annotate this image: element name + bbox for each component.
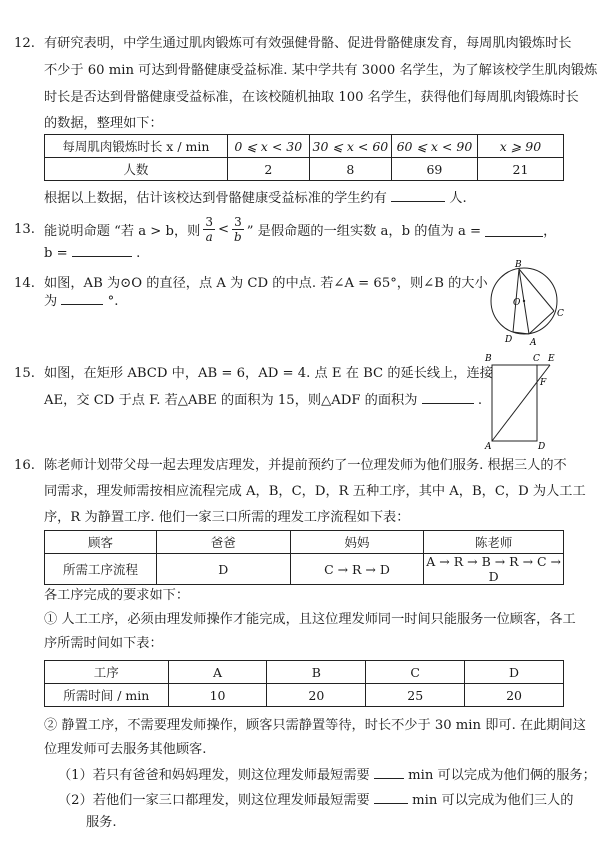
q16-sub1-answer-blank[interactable]: [374, 764, 404, 779]
q16-line-2: 同需求，理发师需按相应流程完成 A，B，C，D，R 五种工序，其中 A，B，C，D 为人工工: [44, 484, 586, 499]
q16-sub2-line-2: 服务.: [86, 815, 117, 830]
q12-conclusion-end: 人.: [449, 191, 467, 206]
q16-line-3: 序，R 为静置工序. 他们一家三口所需的理发工序流程如下表：: [44, 510, 410, 525]
q16-t2-value-3: 20: [465, 684, 564, 707]
q16-number: 16.: [14, 458, 35, 473]
q12-answer-blank[interactable]: [391, 187, 445, 202]
q12-header-3: 60 ⩽ x < 90: [391, 135, 477, 158]
q14-text-post: °.: [107, 294, 119, 309]
q13-fraction-2: [232, 215, 244, 244]
q16-t1-header-1: 爸爸: [156, 531, 290, 554]
q16-process-table: [44, 530, 564, 585]
q15-label-f: F: [540, 378, 547, 388]
q12-header-2: 30 ⩽ x < 60: [309, 135, 391, 158]
q12-row-label: 人数: [45, 158, 228, 181]
q16-t1-value-1: C → R → D: [290, 554, 424, 585]
q14-chord-ac: [529, 311, 554, 334]
q15-rectangle-figure: [482, 352, 562, 452]
q14-label-a: A: [530, 338, 537, 348]
q12-header-4: x ⩾ 90: [477, 135, 563, 158]
q12-value-2: 69: [391, 158, 477, 181]
q12-line-2: 不少于 60 min 可达到骨骼健康受益标准. 某中学共有 3000 名学生，为了解该校学生肌肉锻炼: [44, 63, 598, 78]
q14-number: 14.: [14, 276, 35, 291]
q15-answer-blank[interactable]: [422, 389, 474, 404]
q14-center-dot: [523, 300, 525, 302]
q16-t1-row-label: 所需工序流程: [45, 554, 157, 585]
q14-answer-blank[interactable]: [61, 290, 103, 305]
q15-line-2: [44, 389, 482, 411]
q16-t2-row-label: 所需时间 / min: [45, 684, 169, 707]
q12-value-0: 2: [227, 158, 309, 181]
q15-label-b: B: [485, 354, 492, 364]
q12-table: [44, 134, 564, 181]
q14-line-1: 如图，AB 为⊙O 的直径，点 A 为 CD 的中点. 若∠A = 65°，则∠B 的大小: [44, 276, 488, 291]
q16-t2-header-1: A: [168, 661, 267, 684]
q13-frac2-den: b: [234, 229, 242, 244]
q12-conclusion-text: 根据以上数据，估计该校达到骨骼健康受益标准的学生约有: [44, 191, 387, 206]
q16-sub1-end: min 可以完成为他们俩的服务；: [408, 768, 596, 783]
q14-text-pre: 为: [44, 294, 58, 309]
q13-frac1-den: a: [205, 229, 213, 244]
q16-t1-value-0: D: [156, 554, 290, 585]
q13-fraction-1: [203, 215, 215, 244]
q12-line-3: 时长是否达到骨骼健康受益标准，在该校随机抽取 100 名学生，获得他们每周肌肉锻炼时长: [44, 90, 579, 105]
q16-t2-value-0: 10: [168, 684, 267, 707]
q12-value-3: 21: [477, 158, 563, 181]
q16-requirements-title: 各工序完成的要求如下：: [44, 588, 190, 603]
q13-lt: <: [218, 221, 230, 237]
q12-line-1: 有研究表明，中学生通过肌肉锻炼可有效强健骨骼、促进骨骼健康发育，每周肌肉锻炼时长: [44, 36, 572, 51]
q16-sub2: [58, 789, 573, 811]
q12-header-1: 0 ⩽ x < 30: [227, 135, 309, 158]
q14-label-o: O: [513, 298, 521, 308]
q16-req1-line-1: ① 人工工序，必须由理发师操作才能完成，且这位理发师同一时间只能服务一位顾客，各工: [44, 612, 576, 627]
q13-b-label: b =: [44, 246, 68, 261]
q16-t1-value-2: A → R → B → R → C → D: [424, 554, 564, 585]
q15-label-e: E: [548, 354, 555, 364]
q16-req2-line-2: 位理发师可去服务其他顾客.: [44, 742, 207, 757]
q15-label-d: D: [538, 442, 546, 452]
q12-line-4: 的数据，整理如下：: [44, 116, 163, 131]
q16-t2-header-4: D: [465, 661, 564, 684]
q16-t2-value-2: 25: [366, 684, 465, 707]
q14-line-2: [44, 290, 118, 312]
q14-circle-figure: [486, 258, 568, 348]
q13-comma: ，: [543, 223, 557, 239]
q13-answer-a-blank[interactable]: [485, 222, 543, 237]
q16-sub1-text: （1）若只有爸爸和妈妈理发，则这位理发师最短需要: [58, 768, 370, 783]
q16-t1-header-2: 妈妈: [290, 531, 424, 554]
q16-t1-header-3: 陈老师: [424, 531, 564, 554]
q16-t2-header-0: 工序: [45, 661, 169, 684]
q16-t2-value-1: 20: [267, 684, 366, 707]
q13-line-1: [44, 212, 556, 246]
q15-text-pre: AE，交 CD 于点 F. 若△ABE 的面积为 15，则△ADF 的面积为: [44, 393, 418, 408]
q16-req2-line-1: ② 静置工序，不需要理发师操作，顾客只需静置等待，时长不少于 30 min 即可. 在此期间这: [44, 718, 586, 733]
q16-t1-header-0: 顾客: [45, 531, 157, 554]
q13-text-pre: 能说明命题 “若 a > b，则: [44, 223, 201, 239]
q13-frac1-num: 3: [205, 214, 214, 229]
q15-label-a: A: [485, 442, 492, 452]
q16-line-1: 陈老师计划带父母一起去理发店理发，并提前预约了一位理发师为他们服务. 根据三人的不: [44, 458, 567, 473]
q15-label-c: C: [533, 354, 540, 364]
q13-answer-b-blank[interactable]: [72, 242, 132, 257]
q12-header-0: 每周肌肉锻炼时长 x / min: [45, 135, 228, 158]
q16-req1-line-2: 序所需时间如下表：: [44, 636, 163, 651]
q14-label-c: C: [557, 309, 564, 319]
q13-period: .: [136, 246, 141, 261]
q16-t2-header-2: B: [267, 661, 366, 684]
q16-sub2-answer-blank[interactable]: [374, 789, 408, 804]
q12-number: 12.: [14, 36, 35, 51]
q13-text-post: ” 是假命题的一组实数 a，b 的值为 a =: [246, 223, 482, 239]
q14-label-b: B: [515, 260, 522, 270]
q16-sub1: [58, 764, 596, 786]
q13-line-2: [44, 242, 140, 264]
q12-conclusion: [44, 187, 467, 209]
q13-number: 13.: [14, 222, 35, 237]
q15-segment-ae: [492, 365, 550, 441]
q14-label-d: D: [505, 335, 513, 345]
q16-time-table: [44, 660, 564, 707]
q12-value-1: 8: [309, 158, 391, 181]
q15-line-1: 如图，在矩形 ABCD 中，AB = 6，AD = 4. 点 E 在 BC 的延长线上，连接: [44, 366, 493, 381]
q16-sub2-end: min 可以完成为他们三人的: [412, 793, 574, 808]
q13-frac2-num: 3: [234, 214, 242, 229]
q16-t2-header-3: C: [366, 661, 465, 684]
q15-text-post: .: [477, 393, 483, 408]
q15-number: 15.: [14, 366, 35, 381]
q16-sub2-text: （2）若他们一家三口都理发，则这位理发师最短需要: [58, 793, 370, 808]
q15-rectangle-abcd: [492, 365, 537, 441]
